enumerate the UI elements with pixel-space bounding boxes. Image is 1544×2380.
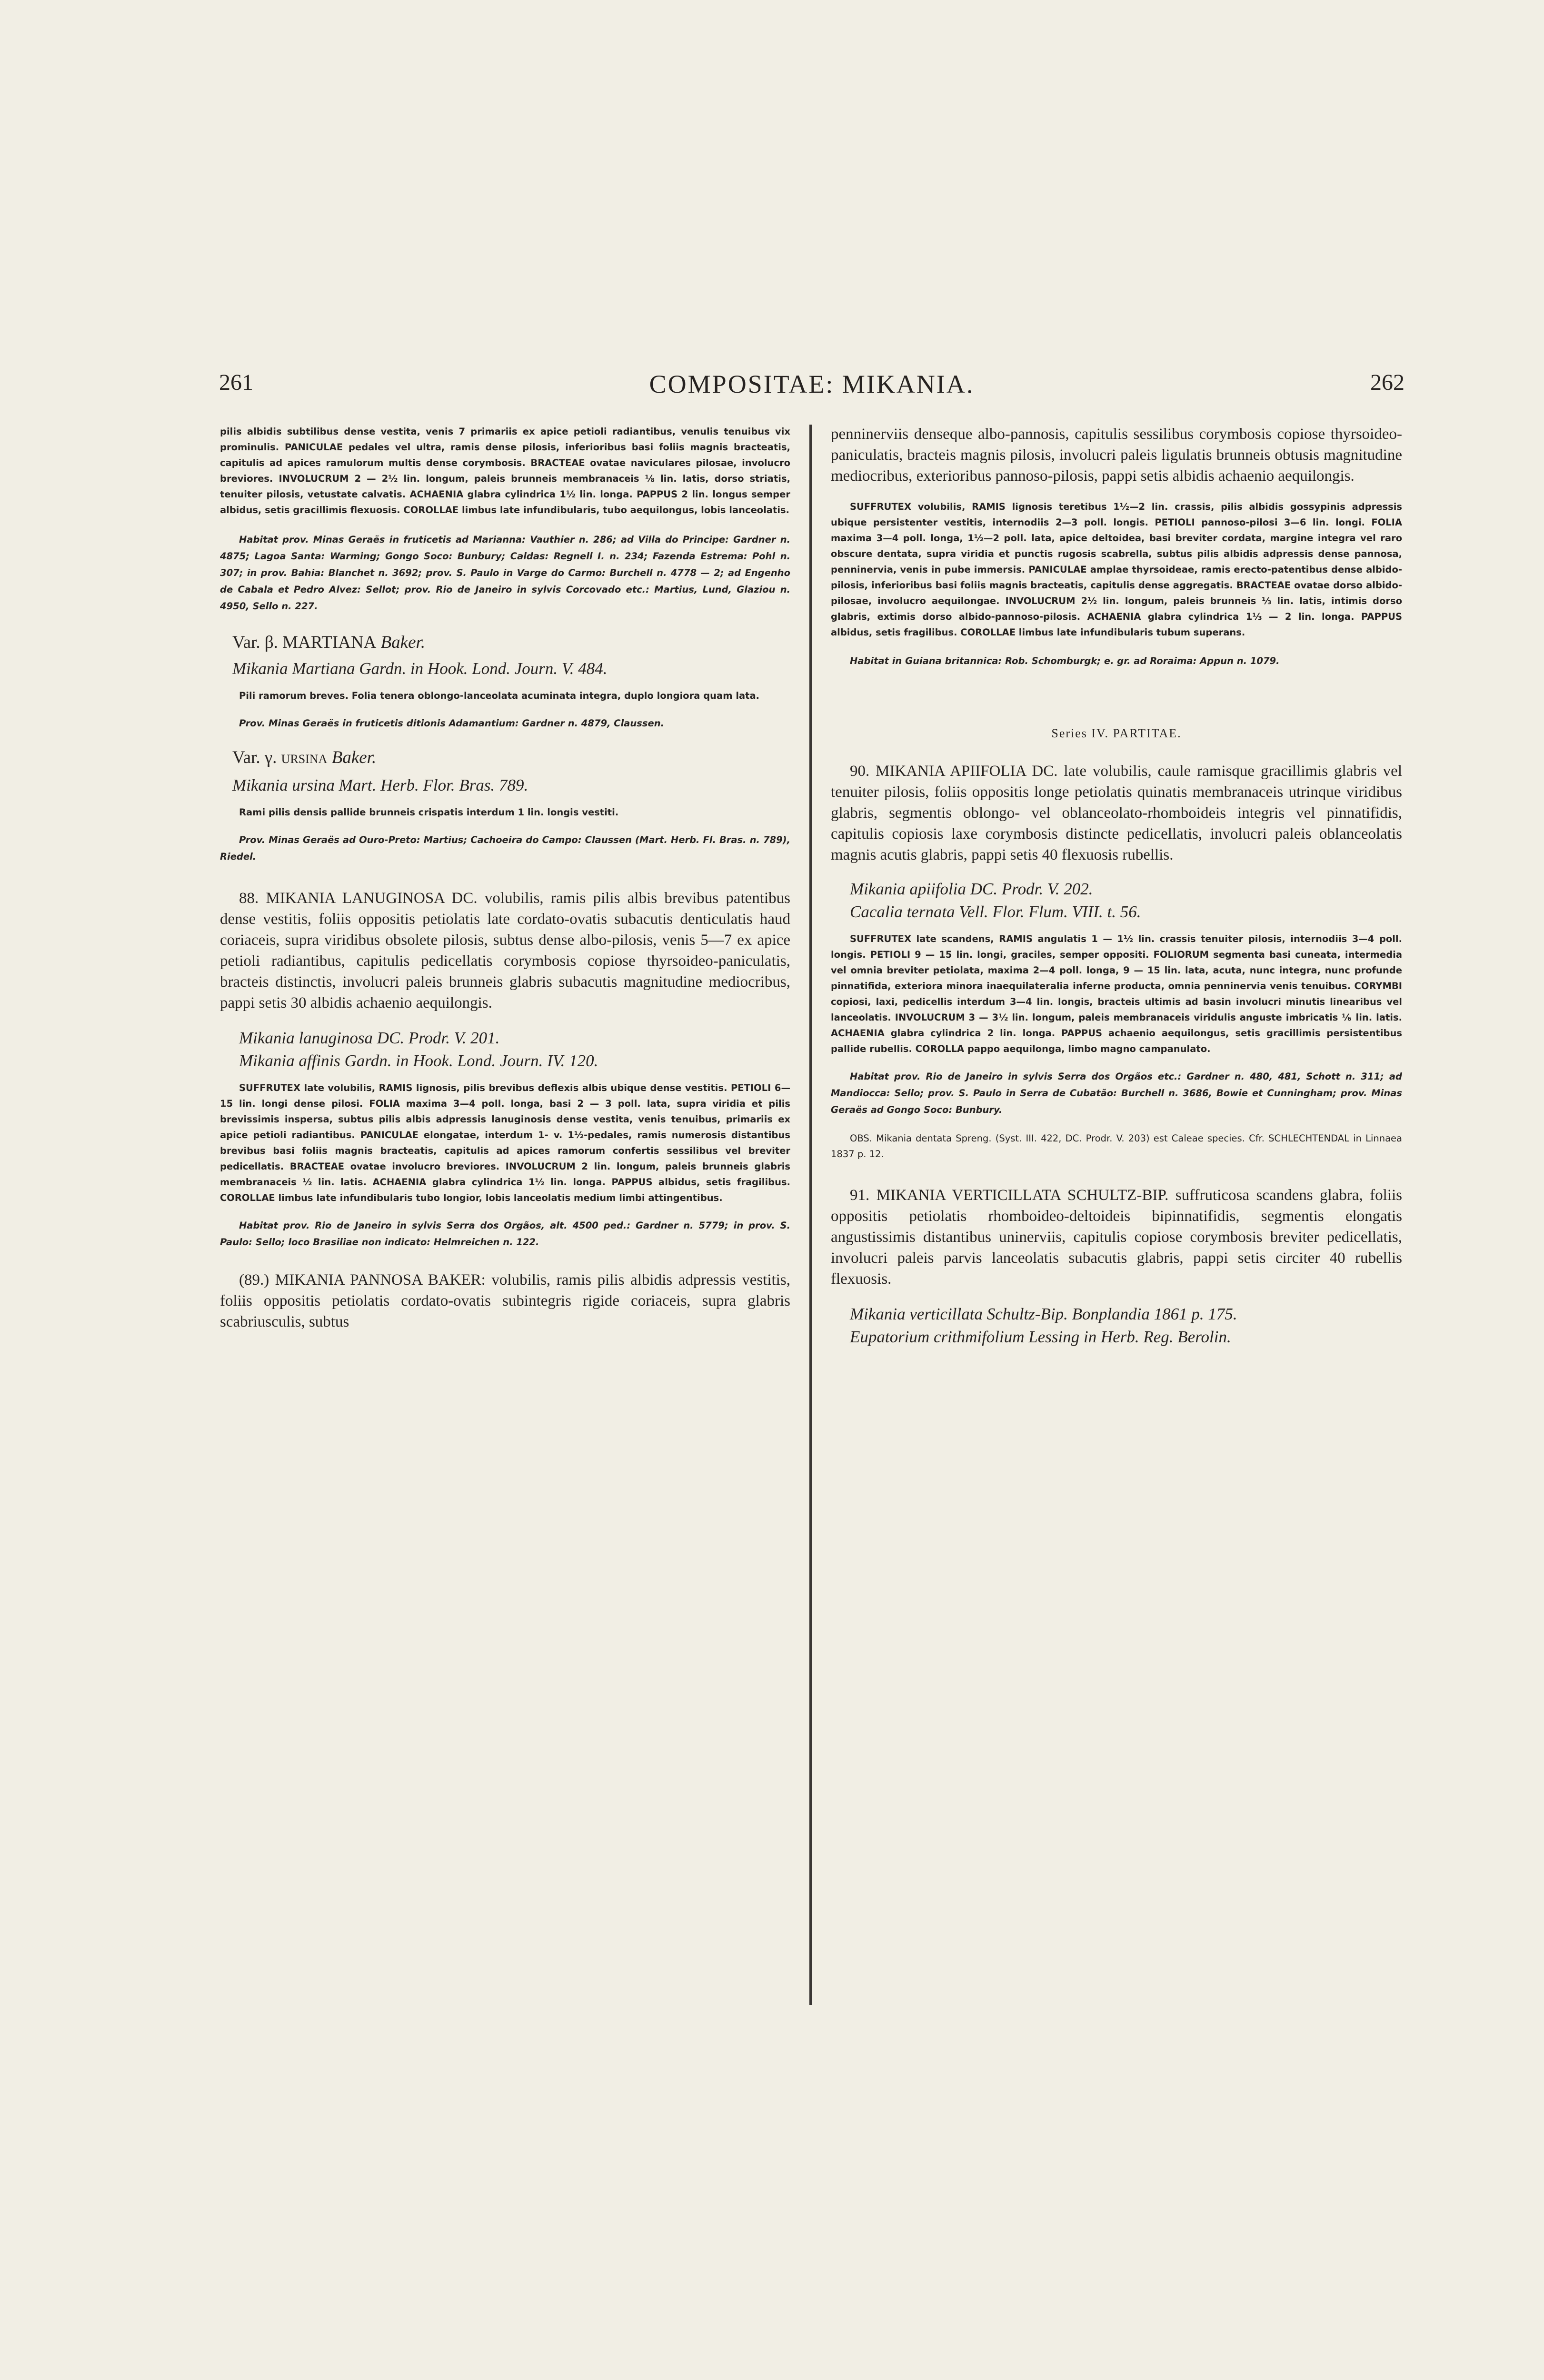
- species-88-synonym: Mikania affinis Gardn. in Hook. Lond. Journ. IV. 120.: [239, 1051, 598, 1070]
- left-column: [220, 424, 790, 1332]
- species-88-diagnosis: 88. MIKANIA LANUGINOSA DC. volubilis, ramis pilis albis brevibus patentibus dense vestitis, foliis oppositis petiolatis late cordato-ovatis subacutis denticulatis haud coriaceis, supra viridibus obsolete pilosis, subtus dense albo-pilosis, venis 5—7 ex apice petioli radiantibus, capitulis pedicellatis corymbosis copiose thyrsoideo-paniculatis, bracteis distinctis, involucri paleis brunneis glabris subacutis magnitudine mediocribus, pappi setis 30 albidis achaenio aequilongis.: [220, 890, 790, 1012]
- variety-description: Pili ramorum breves. Folia tenera oblongo-lanceolata acuminata integra, duplo longiora quam lata.: [239, 690, 760, 701]
- variety-heading: [220, 631, 790, 654]
- species-88-habitat: Habitat prov. Rio de Janeiro in sylvis Serra dos Orgãos, alt. 4500 ped.: Gardner n. 5779; in prov. S. Paulo: Sello; loco Brasiliae non indicato: Helmreichen n. 122.: [220, 1220, 790, 1248]
- species-90-description: SUFFRUTEX late scandens, RAMIS angulatis 1 — 1½ lin. crassis tenuiter pilosis, internodiis 3—4 poll. longis. PETIOLI 9 — 15 lin. longi, graciles, semper oppositi. FOLIORUM segmenta basi cuneata, intermedia vel omnia breviter petiolata, maxima 2—4 poll. longa, 9 — 15 lin. lata, acuta, nunc integra, nunc profunde pinnatifida, exteriora minora inaequilateralia inferne producta, omnia penninervia venis tenuibus. CORYMBI copiosi, laxi, pedicellis interdum 3—4 lin. longis, bracteis ultimis ad basin involucri minutis linearibus vel lanceolatis. INVOLUCRUM 3 — 3½ lin. longum, paleis membranaceis viridulis anguste imbricatis ⅙ lin. latis. ACHAENIA glabra cylindrica 2 lin. longa. PAPPUS achaenio aequilongus, setis gracillimis persistentibus pallide rubellis. COROLLA pappo aequilonga, limbo magno campanulato.: [831, 933, 1402, 1054]
- species-90-habitat: Habitat prov. Rio de Janeiro in sylvis Serra dos Orgãos etc.: Gardner n. 480, 481, Schott n. 311; ad Mandiocca: Sello; prov. S. Paulo in Serra de Cubatão: Burchell n. 3686, Bowie et Cunningham; prov. Minas Geraës ad Gongo Soco: Bunbury.: [831, 1071, 1402, 1115]
- species-89-description: SUFFRUTEX volubilis, RAMIS lignosis teretibus 1½—2 lin. crassis, pilis albidis gossypinis adpressis ubique persistenter vestitis, internodiis 2—3 poll. longis. PETIOLI pannoso-pilosi 3—6 lin. longi. FOLIA maxima 3—4 poll. longa, 1½—2 poll. lata, apice deltoidea, basi breviter cordata, margine integra vel raro obscure dentata, supra viridia et punctis rugosis scabrella, subtus pilis albidis adpressis dense pannosa, penninervia, venis in pube immersis. PANICULAE amplae thyrsoideae, ramis erecto-patentibus dense albido-pilosis, inferioribus basi foliis magnis bracteatis, capitulis dense aggregatis. BRACTEAE ovatae dorso albido-pilosae, involucro aequilongae. INVOLUCRUM 2½ lin. longum, paleis brunneis ⅓ lin. latis, intimis dorso glabris, extimis dorso albido-pannoso-pilosis. ACHAENIA glabra cylindrica 1⅓ — 2 lin. longa. PAPPUS albidus, setis fragilibus. COROLLAE limbus late infundibularis tubum superans.: [831, 501, 1402, 638]
- species-90-synonym: Mikania apiifolia DC. Prodr. V. 202.: [850, 880, 1093, 898]
- species-88-synonym: Mikania lanuginosa DC. Prodr. V. 201.: [239, 1029, 500, 1047]
- species-90-diagnosis: 90. MIKANIA APIIFOLIA DC. late volubilis, caule ramisque gracillimis glabris vel tenuiter pilosis, foliis oppositis longe petiolatis quinatis membranaceis utrinque viridibus glabris, segmentis oblongo- vel oblanceolato-rhomboideis integris vel pinnatifidis, capitulis copiosis laxe corymbosis distincte pedicellatis, involucri paleis oblanceolatis magnis acutis glabris, pappi setis 40 flexuosis rubellis.: [831, 763, 1402, 863]
- variety-synonym: Mikania ursina Mart. Herb. Flor. Bras. 789.: [232, 776, 528, 794]
- variety-label: Var. β.: [232, 633, 278, 652]
- variety-synonym: Mikania Martiana Gardn. in Hook. Lond. Journ. V. 484.: [232, 659, 608, 678]
- page-number-right: 262: [1370, 370, 1405, 395]
- page-number-left: 261: [219, 370, 253, 395]
- variety-description: Rami pilis densis pallide brunneis crispatis interdum 1 lin. longis vestiti.: [239, 807, 619, 818]
- right-column: [831, 424, 1402, 1349]
- species-91-synonym: Mikania verticillata Schultz-Bip. Bonplandia 1861 p. 175.: [850, 1305, 1237, 1323]
- variety-author: Baker.: [380, 633, 426, 652]
- species-91-diagnosis: 91. MIKANIA VERTICILLATA SCHULTZ-BIP. suffruticosa scandens glabra, foliis oppositis petiolatis rhomboideo-deltoideis bipinnatifidis, segmentis elongatis angustissimis distantibus uninerviis, capitulis copiose corymbosis breviter pedicellatis, involucri paleis parvis lanceolatis subacutis glabris, pappi setis circiter 40 rubellis flexuosis.: [831, 1187, 1402, 1288]
- running-title: COMPOSITAE: MIKANIA.: [649, 370, 975, 398]
- species-89-diagnosis-continued: penninerviis denseque albo-pannosis, capitulis sessilibus corymbosis copiose thyrsoideo-paniculatis, bracteis magnis pilosis, involucri paleis ligulatis brunneis obtusis magnitudine mediocribus, exterioribus pannoso-pilosis, pappi setis albidis achaenio aequilongis.: [831, 426, 1402, 485]
- description-continued: pilis albidis subtilibus dense vestita, venis 7 primariis ex apice petioli radiantibus, venulis tenuibus vix prominulis. PANICULAE pedales vel ultra, ramis dense pilosis, inferioribus basi foliis magnis bracteatis, capitulis ad apices ramulorum multis dense corymbosis. BRACTEAE ovatae naviculares pilosae, involucro breviores. INVOLUCRUM 2 — 2½ lin. longum, paleis brunneis membranaceis ⅛ lin. latis, dorso striatis, tenuiter pilosis, vetustate calvatis. ACHAENIA glabra cylindrica 1½ lin. longa. PAPPUS 2 lin. longus semper albidus, setis gracillimis flexuosis. COROLLAE limbus late infundibularis, tubo aequilongus, lobis lanceolatis.: [220, 426, 790, 516]
- variety-label: Var. γ.: [232, 748, 277, 767]
- variety-habitat: Prov. Minas Geraës ad Ouro-Preto: Martius; Cachoeira do Campo: Claussen (Mart. Herb. Fl. Bras. n. 789), Riedel.: [220, 834, 790, 862]
- species-89-habitat: Habitat in Guiana britannica: Rob. Schomburgk; e. gr. ad Roraima: Appun n. 1079.: [850, 655, 1280, 666]
- column-divider: [809, 425, 812, 2005]
- habitat-paragraph: Habitat prov. Minas Geraës in fruticetis ad Marianna: Vauthier n. 286; ad Villa do Principe: Gardner n. 4875; Lagoa Santa: Warming; Gongo Soco: Bunbury; Caldas: Regnell I. n. 234; Fazenda Estrema: Pohl n. 307; in prov. Bahia: Blanchet n. 3692; prov. S. Paulo in Varge do Carmo: Burchell n. 4778 — 2; ad Engenho de Cabala et Pedro Alvez: Sellot; prov. Rio de Janeiro in sylvis Corcovado etc.: Martius, Lund, Glaziou n. 4950, Sello n. 227.: [220, 534, 790, 612]
- variety-name: MARTIANA: [282, 633, 377, 652]
- variety-name: URSINA: [281, 752, 328, 766]
- species-89-diagnosis: (89.) MIKANIA PANNOSA BAKER: volubilis, ramis pilis albidis adpressis vestitis, foliis oppositis petiolatis cordato-ovatis subintegris rigide coriaceis, supra glabris scabriusculis, subtus: [220, 1271, 790, 1330]
- species-90-synonym: Cacalia ternata Vell. Flor. Flum. VIII. t. 56.: [850, 902, 1141, 921]
- running-header: [219, 369, 1405, 412]
- variety-author: Baker.: [331, 748, 377, 767]
- series-heading: Series IV. PARTITAE.: [1051, 726, 1182, 740]
- species-91-synonym: Eupatorium crithmifolium Lessing in Herb. Reg. Berolin.: [850, 1328, 1231, 1346]
- variety-heading: [220, 746, 790, 771]
- species-88-description: SUFFRUTEX late volubilis, RAMIS lignosis, pilis brevibus deflexis albis ubique dense vestitis. PETIOLI 6—15 lin. longi dense pilosi. FOLIA maxima 3—4 poll. longa, basi 2 — 3 poll. lata, supra viridia et pilis brevissimis inspersa, subtus pilis albis adpressis lanuginosis dense vestita, venis tenuibus, primariis ex apice petioli radiantibus. PANICULAE elongatae, interdum 1- v. 1½-pedales, ramis numerosis distantibus brevibus basi foliis magnis bracteatis, capitulis ad apices ramorum confertis sessilibus vel breviter pedicellatis. BRACTEAE ovatae involucro breviores. INVOLUCRUM 2 lin. longum, paleis brunneis glabris membranaceis ½ lin. latis. ACHAENIA glabra cylindrica 1½ lin. longa. PAPPUS albidus, setis fragilibus. COROLLAE limbus late infundibularis tubo longior, lobis lanceolatis medium limbi attingentibus.: [220, 1082, 790, 1203]
- variety-habitat: Prov. Minas Geraës in fruticetis ditionis Adamantium: Gardner n. 4879, Claussen.: [239, 718, 665, 729]
- observation-note: OBS. Mikania dentata Spreng. (Syst. III. 422, DC. Prodr. V. 203) est Caleae species. Cfr. SCHLECHTENDAL in Linnaea 1837 p. 12.: [831, 1133, 1402, 1160]
